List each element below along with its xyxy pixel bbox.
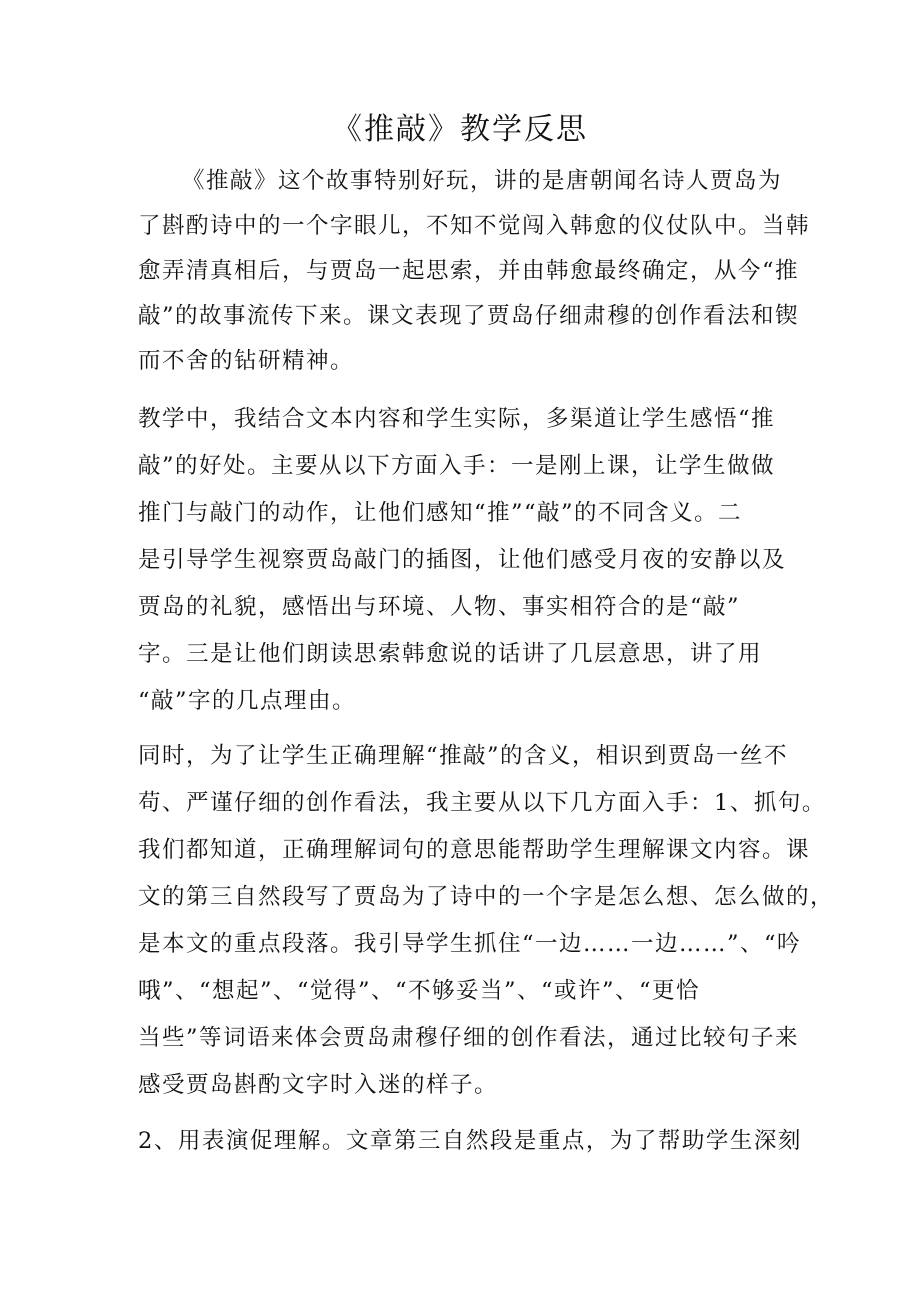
paragraph-line: “敲”字的几点理由。 xyxy=(138,688,357,714)
paragraph-line: 同时，为了让学生正确理解“推敲”的含义，相识到贾岛一丝不 xyxy=(138,743,789,769)
paragraph-line: 2、用表演促理解。文章第三自然段是重点，为了帮助学生深刻 xyxy=(138,1128,802,1154)
document-title: 《推敲》教学反思 xyxy=(332,112,588,147)
paragraph-line: 《推敲》这个故事特别好玩，讲的是唐朝闻名诗人贾岛为 xyxy=(182,168,783,194)
paragraph-line: 字。三是让他们朗读思索韩愈说的话讲了几层意思，讲了用 xyxy=(138,641,763,667)
paragraph-line: 是引导学生视察贾岛敲门的插图，让他们感受月夜的安静以及 xyxy=(138,547,787,573)
paragraph-line: 文的第三自然段写了贾岛为了诗中的一个字是怎么想、怎么做的， xyxy=(138,884,835,910)
paragraph-line: 推门与敲门的动作，让他们感知“推”“敲”的不同含义。二 xyxy=(138,500,743,526)
paragraph-line: 感受贾岛斟酌文字时入迷的样子。 xyxy=(138,1072,499,1098)
paragraph-line: 是本文的重点段落。我引导学生抓住“一边……一边……”、“吟 xyxy=(138,931,802,957)
paragraph-line: 愈弄清真相后，与贾岛一起思索，并由韩愈最终确定，从今“推 xyxy=(138,258,800,284)
paragraph-line: 了斟酌诗中的一个字眼儿，不知不觉闯入韩愈的仪仗队中。当韩 xyxy=(138,213,811,239)
paragraph-line: 敲”的好处。主要从以下方面入手：一是刚上课，让学生做做 xyxy=(138,453,776,479)
paragraph-line: 而不舍的钻研精神。 xyxy=(138,348,355,374)
paragraph-line: 哦”、“想起”、“觉得”、“不够妥当”、“或许”、“更恰 xyxy=(138,978,701,1004)
paragraph-line: 当些”等词语来体会贾岛肃穆仔细的创作看法，通过比较句子来 xyxy=(138,1025,800,1051)
paragraph-line: 敲”的故事流传下来。课文表现了贾岛仔细肃穆的创作看法和锲 xyxy=(138,303,800,329)
paragraph-line: 苟、严谨仔细的创作看法，我主要从以下几方面入手：1、抓句。 xyxy=(138,790,826,816)
paragraph-line: 教学中，我结合文本内容和学生实际，多渠道让学生感悟“推 xyxy=(138,406,776,432)
paragraph-line: 贾岛的礼貌，感悟出与环境、人物、事实相符合的是“敲” xyxy=(138,594,741,620)
paragraph-line: 我们都知道，正确理解词句的意思能帮助学生理解课文内容。课 xyxy=(138,837,811,863)
